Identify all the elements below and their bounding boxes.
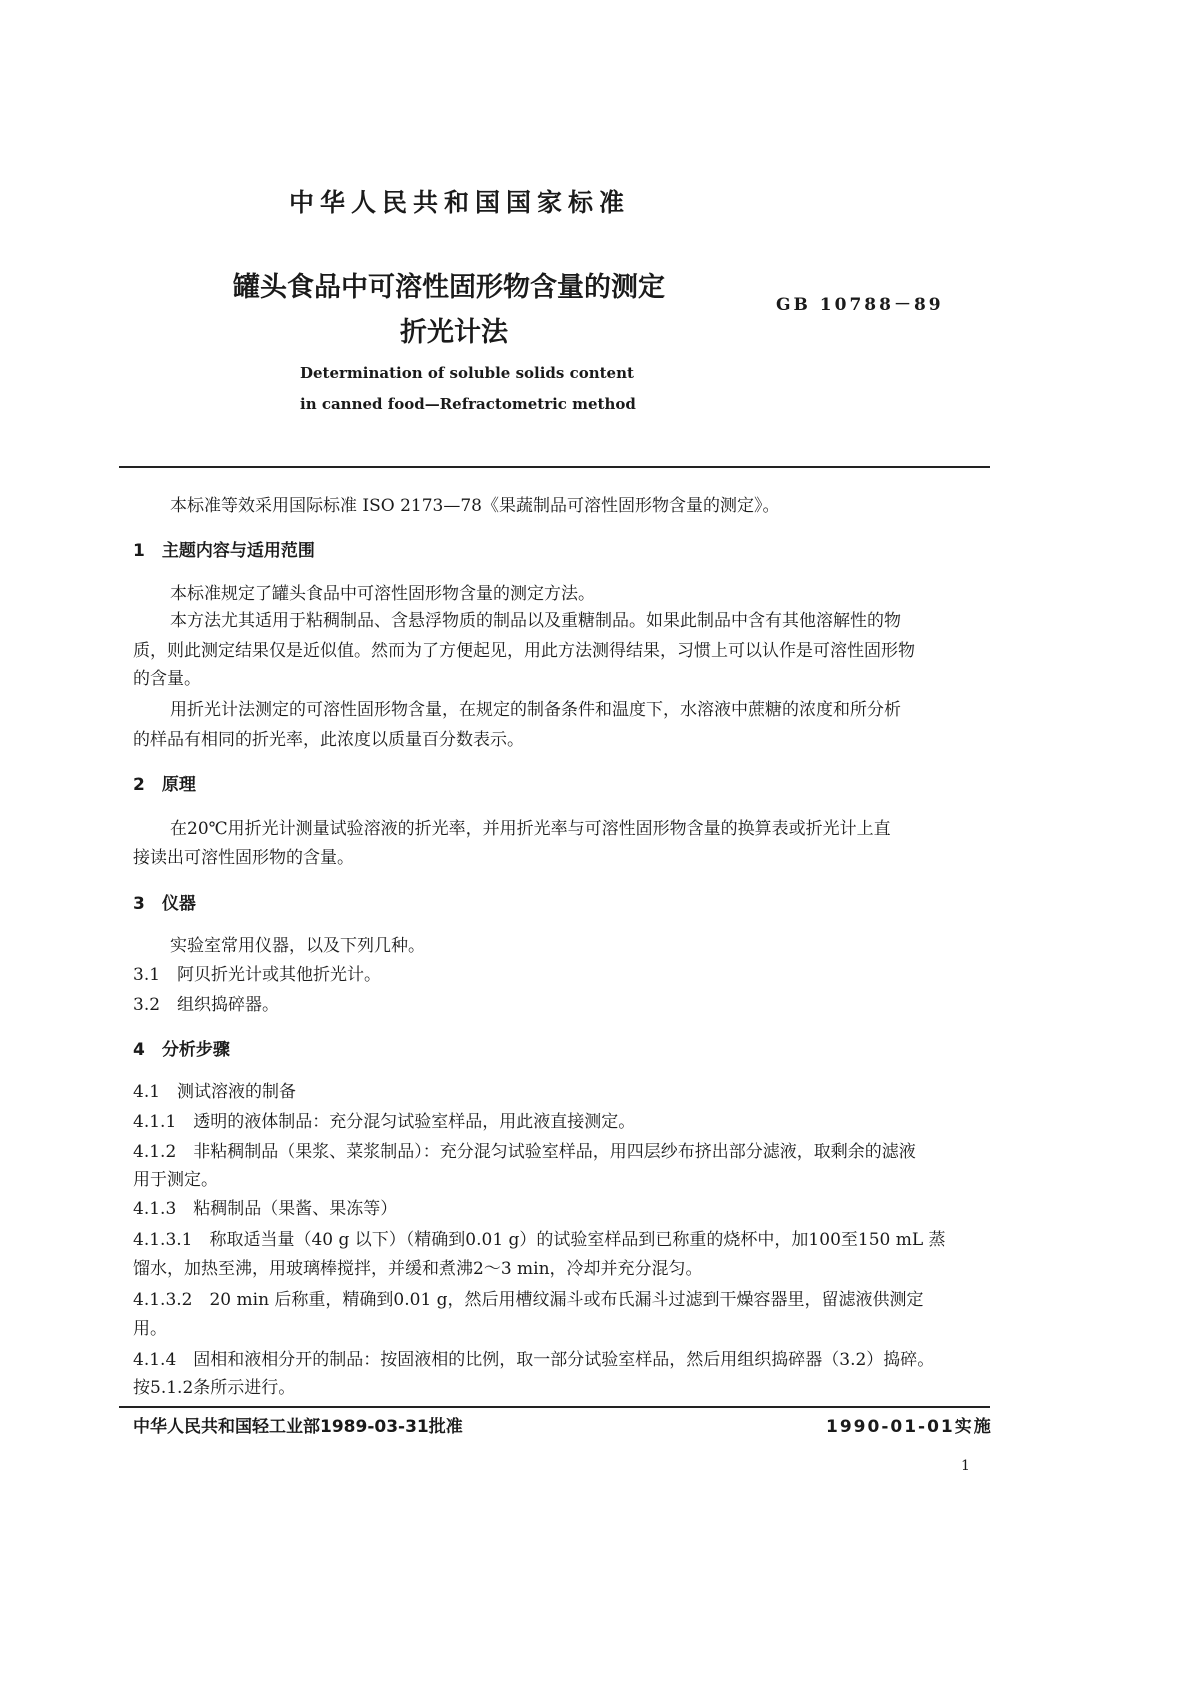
section-4-heading: 4 分析步骤 — [133, 1040, 230, 1060]
section-1-para2-line1: 本方法尤其适用于粘稠制品、含悬浮物质的制品以及重糖制品。如果此制品中含有其他溶解性的物 — [170, 611, 901, 631]
page-number: 1 — [961, 1458, 970, 1474]
section-4-1: 4.1 测试溶液的制备 — [133, 1082, 297, 1102]
title-en-line2: in canned food—Refractometric method — [300, 395, 636, 413]
effective-date: 1990-01-01实施 — [826, 1417, 993, 1437]
section-3-item-1: 3.1 阿贝折光计或其他折光计。 — [133, 965, 382, 985]
section-1-para2-line2: 质，则此测定结果仅是近似值。然而为了方便起见，用此方法测得结果，习惯上可以认作是可溶性固形物 — [133, 641, 915, 661]
section-4-1-4-line2: 按5.1.2条所示进行。 — [133, 1378, 296, 1398]
section-3-item-2: 3.2 组织捣碎器。 — [133, 995, 280, 1015]
standard-code: GB 10788－89 — [776, 295, 944, 315]
title-en-line1: Determination of soluble solids content — [300, 364, 634, 382]
section-3-para: 实验室常用仪器，以及下列几种。 — [170, 936, 425, 956]
section-1-para3-line2: 的样品有相同的折光率，此浓度以质量百分数表示。 — [133, 730, 524, 750]
section-2-heading: 2 原理 — [133, 775, 196, 795]
intro-paragraph: 本标准等效采用国际标准 ISO 2173—78《果蔬制品可溶性固形物含量的测定》。 — [170, 496, 780, 516]
section-1-heading: 1 主题内容与适用范围 — [133, 541, 315, 561]
national-standard-heading: 中华人民共和国国家标准 — [289, 188, 631, 217]
section-1-para2-line3: 的含量。 — [133, 669, 201, 689]
section-2-para-line1: 在20℃用折光计测量试验溶液的折光率，并用折光率与可溶性固形物含量的换算表或折光计上直 — [170, 819, 891, 839]
section-4-1-1: 4.1.1 透明的液体制品：充分混匀试验室样品，用此液直接测定。 — [133, 1112, 636, 1132]
section-3-heading: 3 仪器 — [133, 894, 196, 914]
section-4-1-3-2-line1: 4.1.3.2 20 min 后称重，精确到0.01 g，然后用槽纹漏斗或布氏漏斗过滤到干燥容器里，留滤液供测定 — [133, 1290, 924, 1310]
section-4-1-2-line1: 4.1.2 非粘稠制品（果浆、菜浆制品）：充分混匀试验室样品，用四层纱布挤出部分滤液，取剩余的滤液 — [133, 1142, 916, 1162]
footer-rule — [119, 1406, 990, 1408]
header-rule — [119, 466, 990, 468]
title-cn-line2: 折光计法 — [400, 317, 508, 348]
title-cn-line1: 罐头食品中可溶性固形物含量的测定 — [233, 272, 665, 303]
section-4-1-4-line1: 4.1.4 固相和液相分开的制品：按固液相的比例，取一部分试验室样品，然后用组织捣碎器（3.2）捣碎。 — [133, 1350, 935, 1370]
approval-note: 中华人民共和国轻工业部1989-03-31批准 — [133, 1417, 463, 1437]
section-4-1-3: 4.1.3 粘稠制品（果酱、果冻等） — [133, 1199, 398, 1219]
section-1-para1: 本标准规定了罐头食品中可溶性固形物含量的测定方法。 — [170, 584, 595, 604]
section-2-para-line2: 接读出可溶性固形物的含量。 — [133, 848, 354, 868]
section-4-1-3-2-line2: 用。 — [133, 1319, 167, 1339]
section-4-1-3-1-line1: 4.1.3.1 称取适当量（40 g 以下）（精确到0.01 g）的试验室样品到已称重的烧杯中，加100至150 mL 蒸 — [133, 1230, 946, 1250]
section-4-1-3-1-line2: 馏水，加热至沸，用玻璃棒搅拌，并缓和煮沸2～3 min，冷却并充分混匀。 — [133, 1259, 703, 1279]
section-1-para3-line1: 用折光计法测定的可溶性固形物含量，在规定的制备条件和温度下，水溶液中蔗糖的浓度和所分析 — [170, 700, 901, 720]
section-4-1-2-line2: 用于测定。 — [133, 1170, 218, 1190]
